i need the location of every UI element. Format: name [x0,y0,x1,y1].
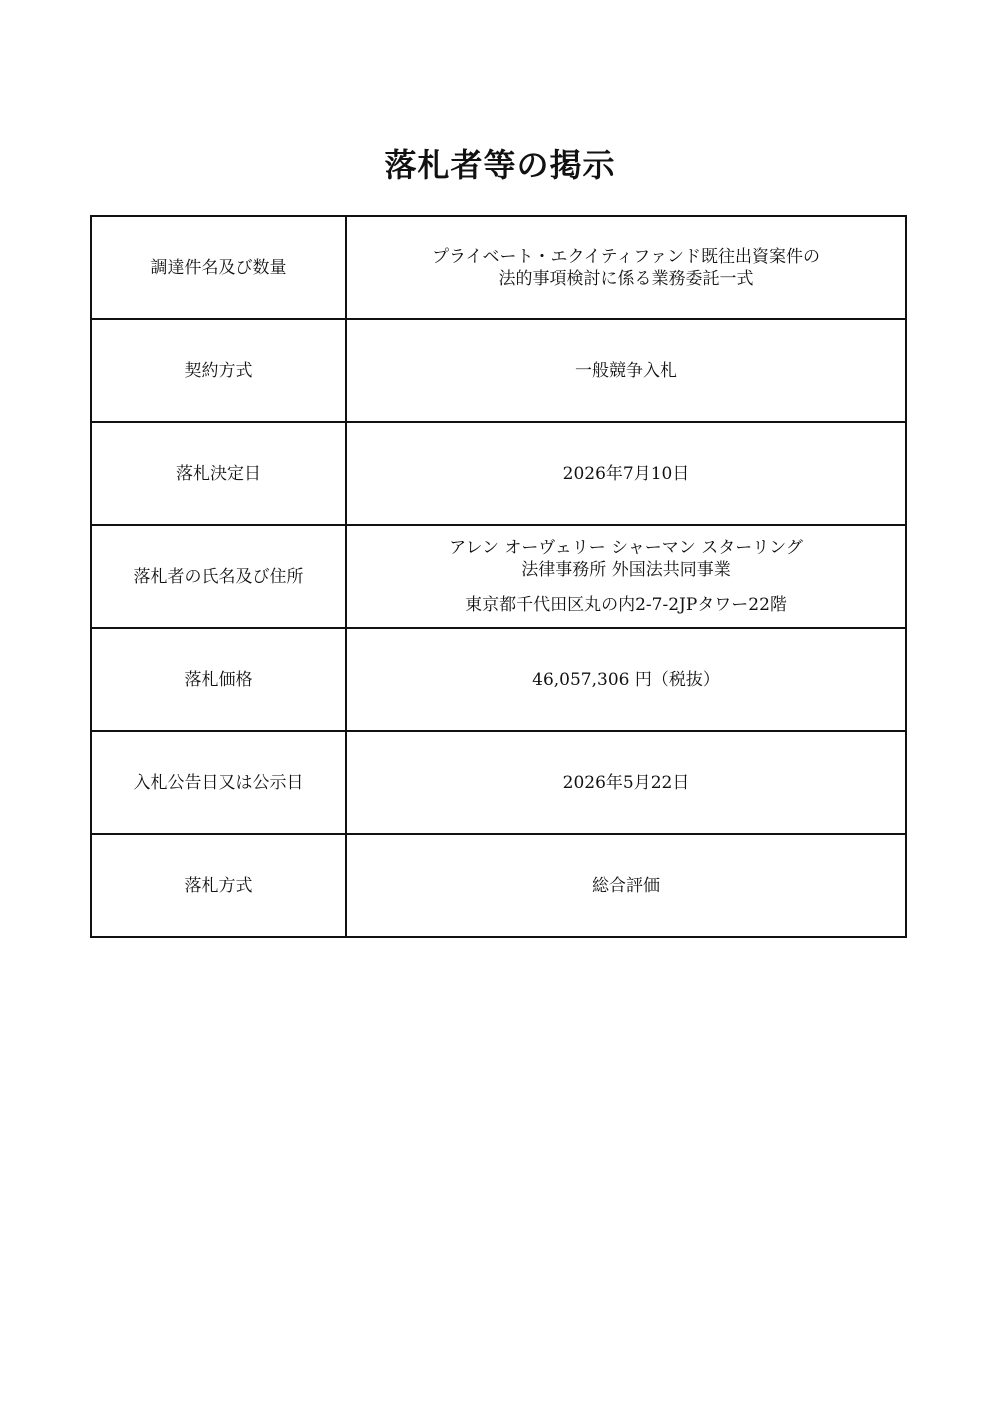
notice-date-label: 入札公告日又は公示日 [91,731,346,834]
winner-value [346,525,906,628]
contract-method-label: 契約方式 [91,319,346,422]
procurement-item-line-1: プライベート・エクイティファンド既往出資案件の [432,246,820,267]
procurement-item-label: 調達件名及び数量 [91,216,346,319]
page-title: 落札者等の掲示 [384,146,616,185]
notice-date-value [346,731,906,834]
procurement-item-value [346,216,906,319]
award-price-line-1: 46,057,306 円（税抜） [532,669,720,690]
table-row-procurement-item [91,216,906,319]
award-date-label: 落札決定日 [91,422,346,525]
award-method-line-1: 総合評価 [592,875,660,896]
table-row-award-method [91,834,906,937]
table-row-contract-method [91,319,906,422]
contract-method-line-1: 一般競争入札 [575,360,677,381]
winner-label: 落札者の氏名及び住所 [91,525,346,628]
award-date-value [346,422,906,525]
winner-name-line-2: 法律事務所 外国法共同事業 [521,560,731,580]
award-method-value [346,834,906,937]
award-date-line-1: 2026年7月10日 [562,463,690,484]
award-method-label: 落札方式 [91,834,346,937]
procurement-item-line-2: 法的事項検討に係る業務委託一式 [498,268,754,289]
table-row-award-price [91,628,906,731]
notice-date-line-1: 2026年5月22日 [562,772,690,793]
winner-address: 東京都千代田区丸の内2-7-2JPタワー22階 [465,595,787,615]
table-row-award-date [91,422,906,525]
table-row-winner [91,525,906,628]
award-price-label: 落札価格 [91,628,346,731]
winner-name-line-1: アレン オーヴェリー シャーマン スターリング [449,538,803,558]
award-info-table [90,215,907,938]
award-price-value [346,628,906,731]
table-row-notice-date [91,731,906,834]
contract-method-value [346,319,906,422]
